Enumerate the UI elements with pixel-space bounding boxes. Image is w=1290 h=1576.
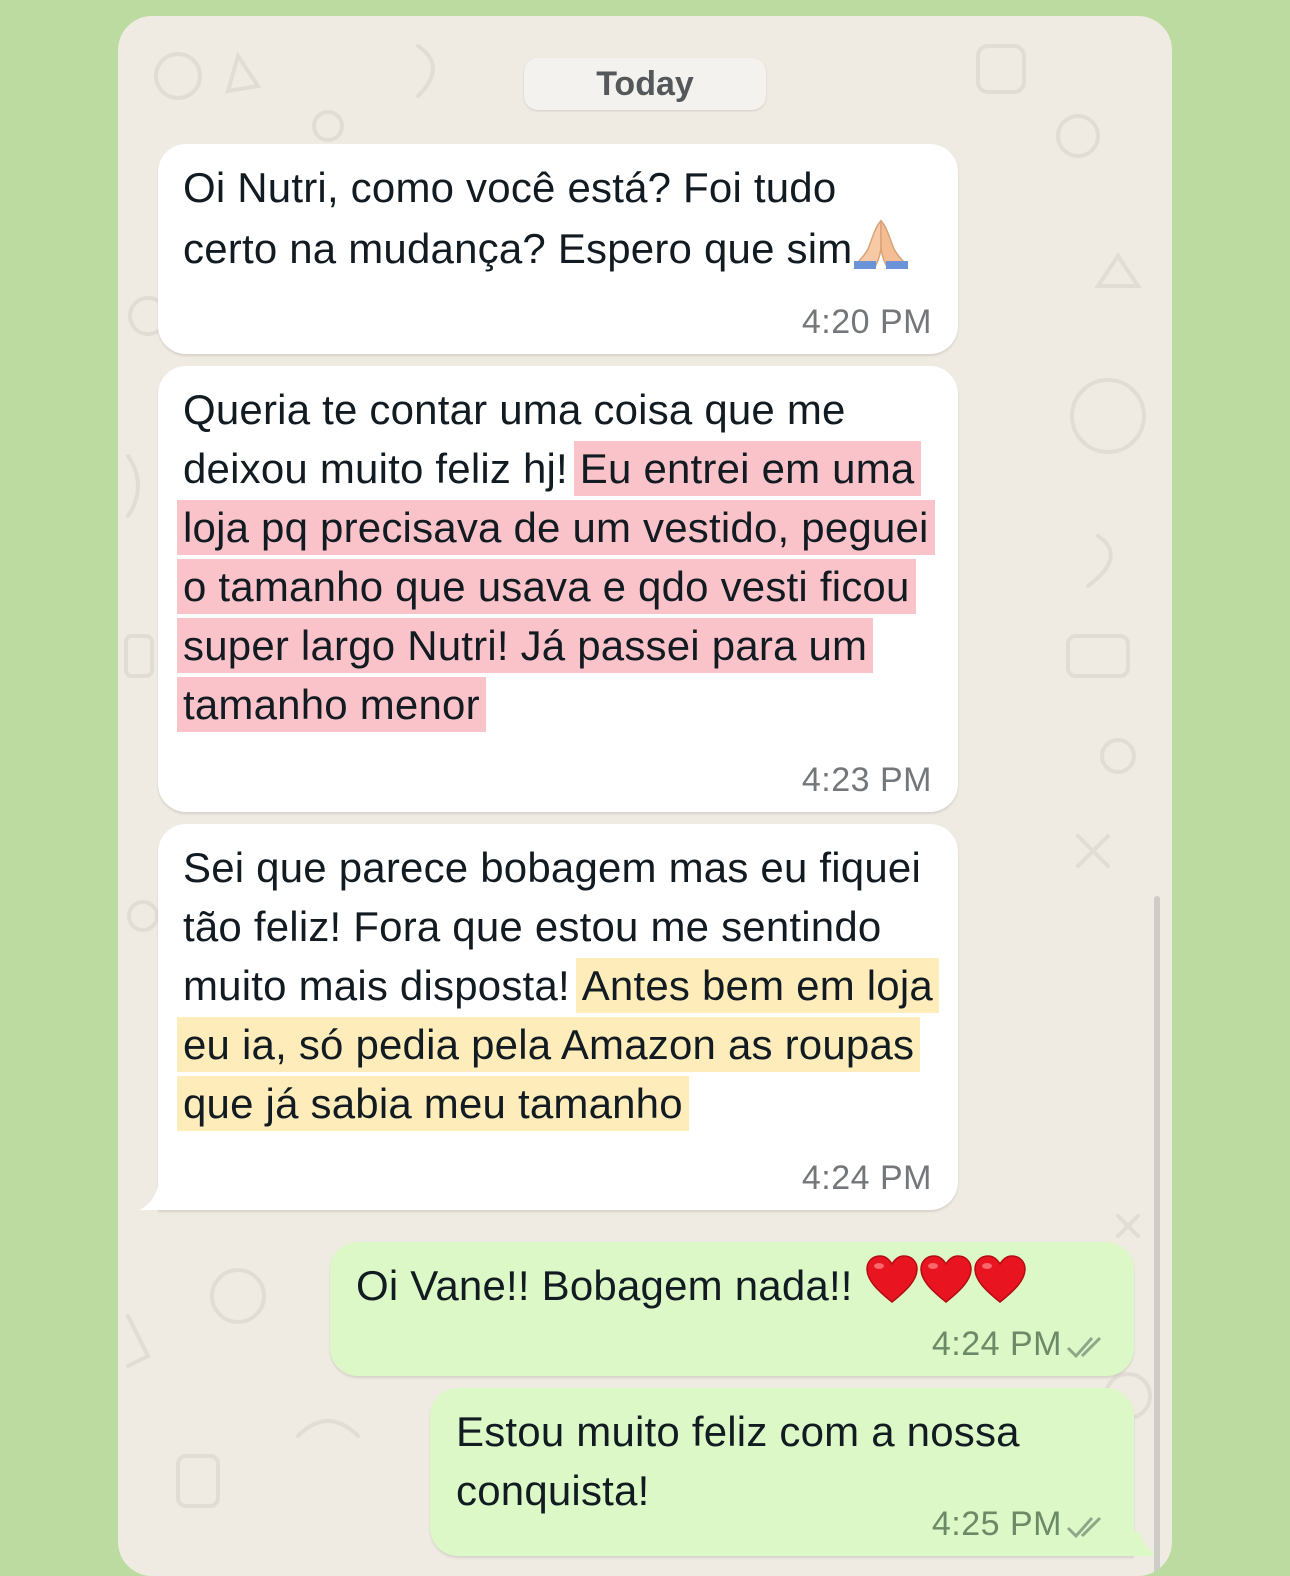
message-bubble-incoming[interactable] [158, 144, 958, 354]
message-time: 4:23 PM [801, 761, 932, 799]
message-text: Oi Nutri, como você está? Foi tudo certo na mudança? Espero que sim [183, 158, 936, 278]
date-label: Today [596, 64, 694, 103]
message-text: Estou muito feliz com a nossa conquista! [456, 1408, 1020, 1514]
message-time: 4:24 PM [931, 1325, 1062, 1363]
highlighted-text: Antes bem em loja eu ia, só pedia pela Amazon as roupas que já sabia meu tamanho [177, 958, 939, 1131]
scrollbar[interactable] [1154, 896, 1160, 1576]
red-heart-icon [973, 1254, 1027, 1304]
read-double-check-icon [1066, 1514, 1110, 1540]
hearts [865, 1262, 1027, 1309]
message-bubble-incoming[interactable] [158, 366, 958, 812]
message-time: 4:25 PM [931, 1505, 1062, 1543]
highlighted-text: Eu entrei em uma loja pq precisava de um vestido, peguei o tamanho que usava e qdo vesti ficou super largo Nutri! Já passei para um tamanho menor [177, 441, 935, 732]
message-time: 4:24 PM [801, 1159, 932, 1197]
folded-hands-icon [852, 217, 910, 269]
date-divider [524, 58, 766, 110]
message-time: 4:20 PM [801, 303, 932, 341]
message-text: Sei que parece bobagem mas eu fiquei tão feliz! Fora que estou me sentindo muito mais disposta! Antes bem em loja eu ia, só pedia pela Amazon as roupas que já sabia meu tamanho [183, 838, 936, 1133]
red-heart-icon [865, 1254, 919, 1304]
read-double-check-icon [1066, 1334, 1110, 1360]
message-text: Oi Vane!! Bobagem nada!! [356, 1254, 1112, 1315]
message-bubble-incoming[interactable] [158, 824, 958, 1210]
message-bubble-outgoing[interactable] [430, 1388, 1134, 1556]
red-heart-icon [919, 1254, 973, 1304]
chat-window[interactable] [118, 16, 1172, 1576]
message-text: Queria te contar uma coisa que me deixou muito feliz hj! Eu entrei em uma loja pq precisava de um vestido, peguei o tamanho que usava e qdo vesti ficou super largo Nutri! Já passei para um tamanho menor [183, 380, 936, 734]
bubble-tail-incoming [140, 1186, 164, 1210]
message-bubble-outgoing[interactable] [330, 1242, 1134, 1376]
